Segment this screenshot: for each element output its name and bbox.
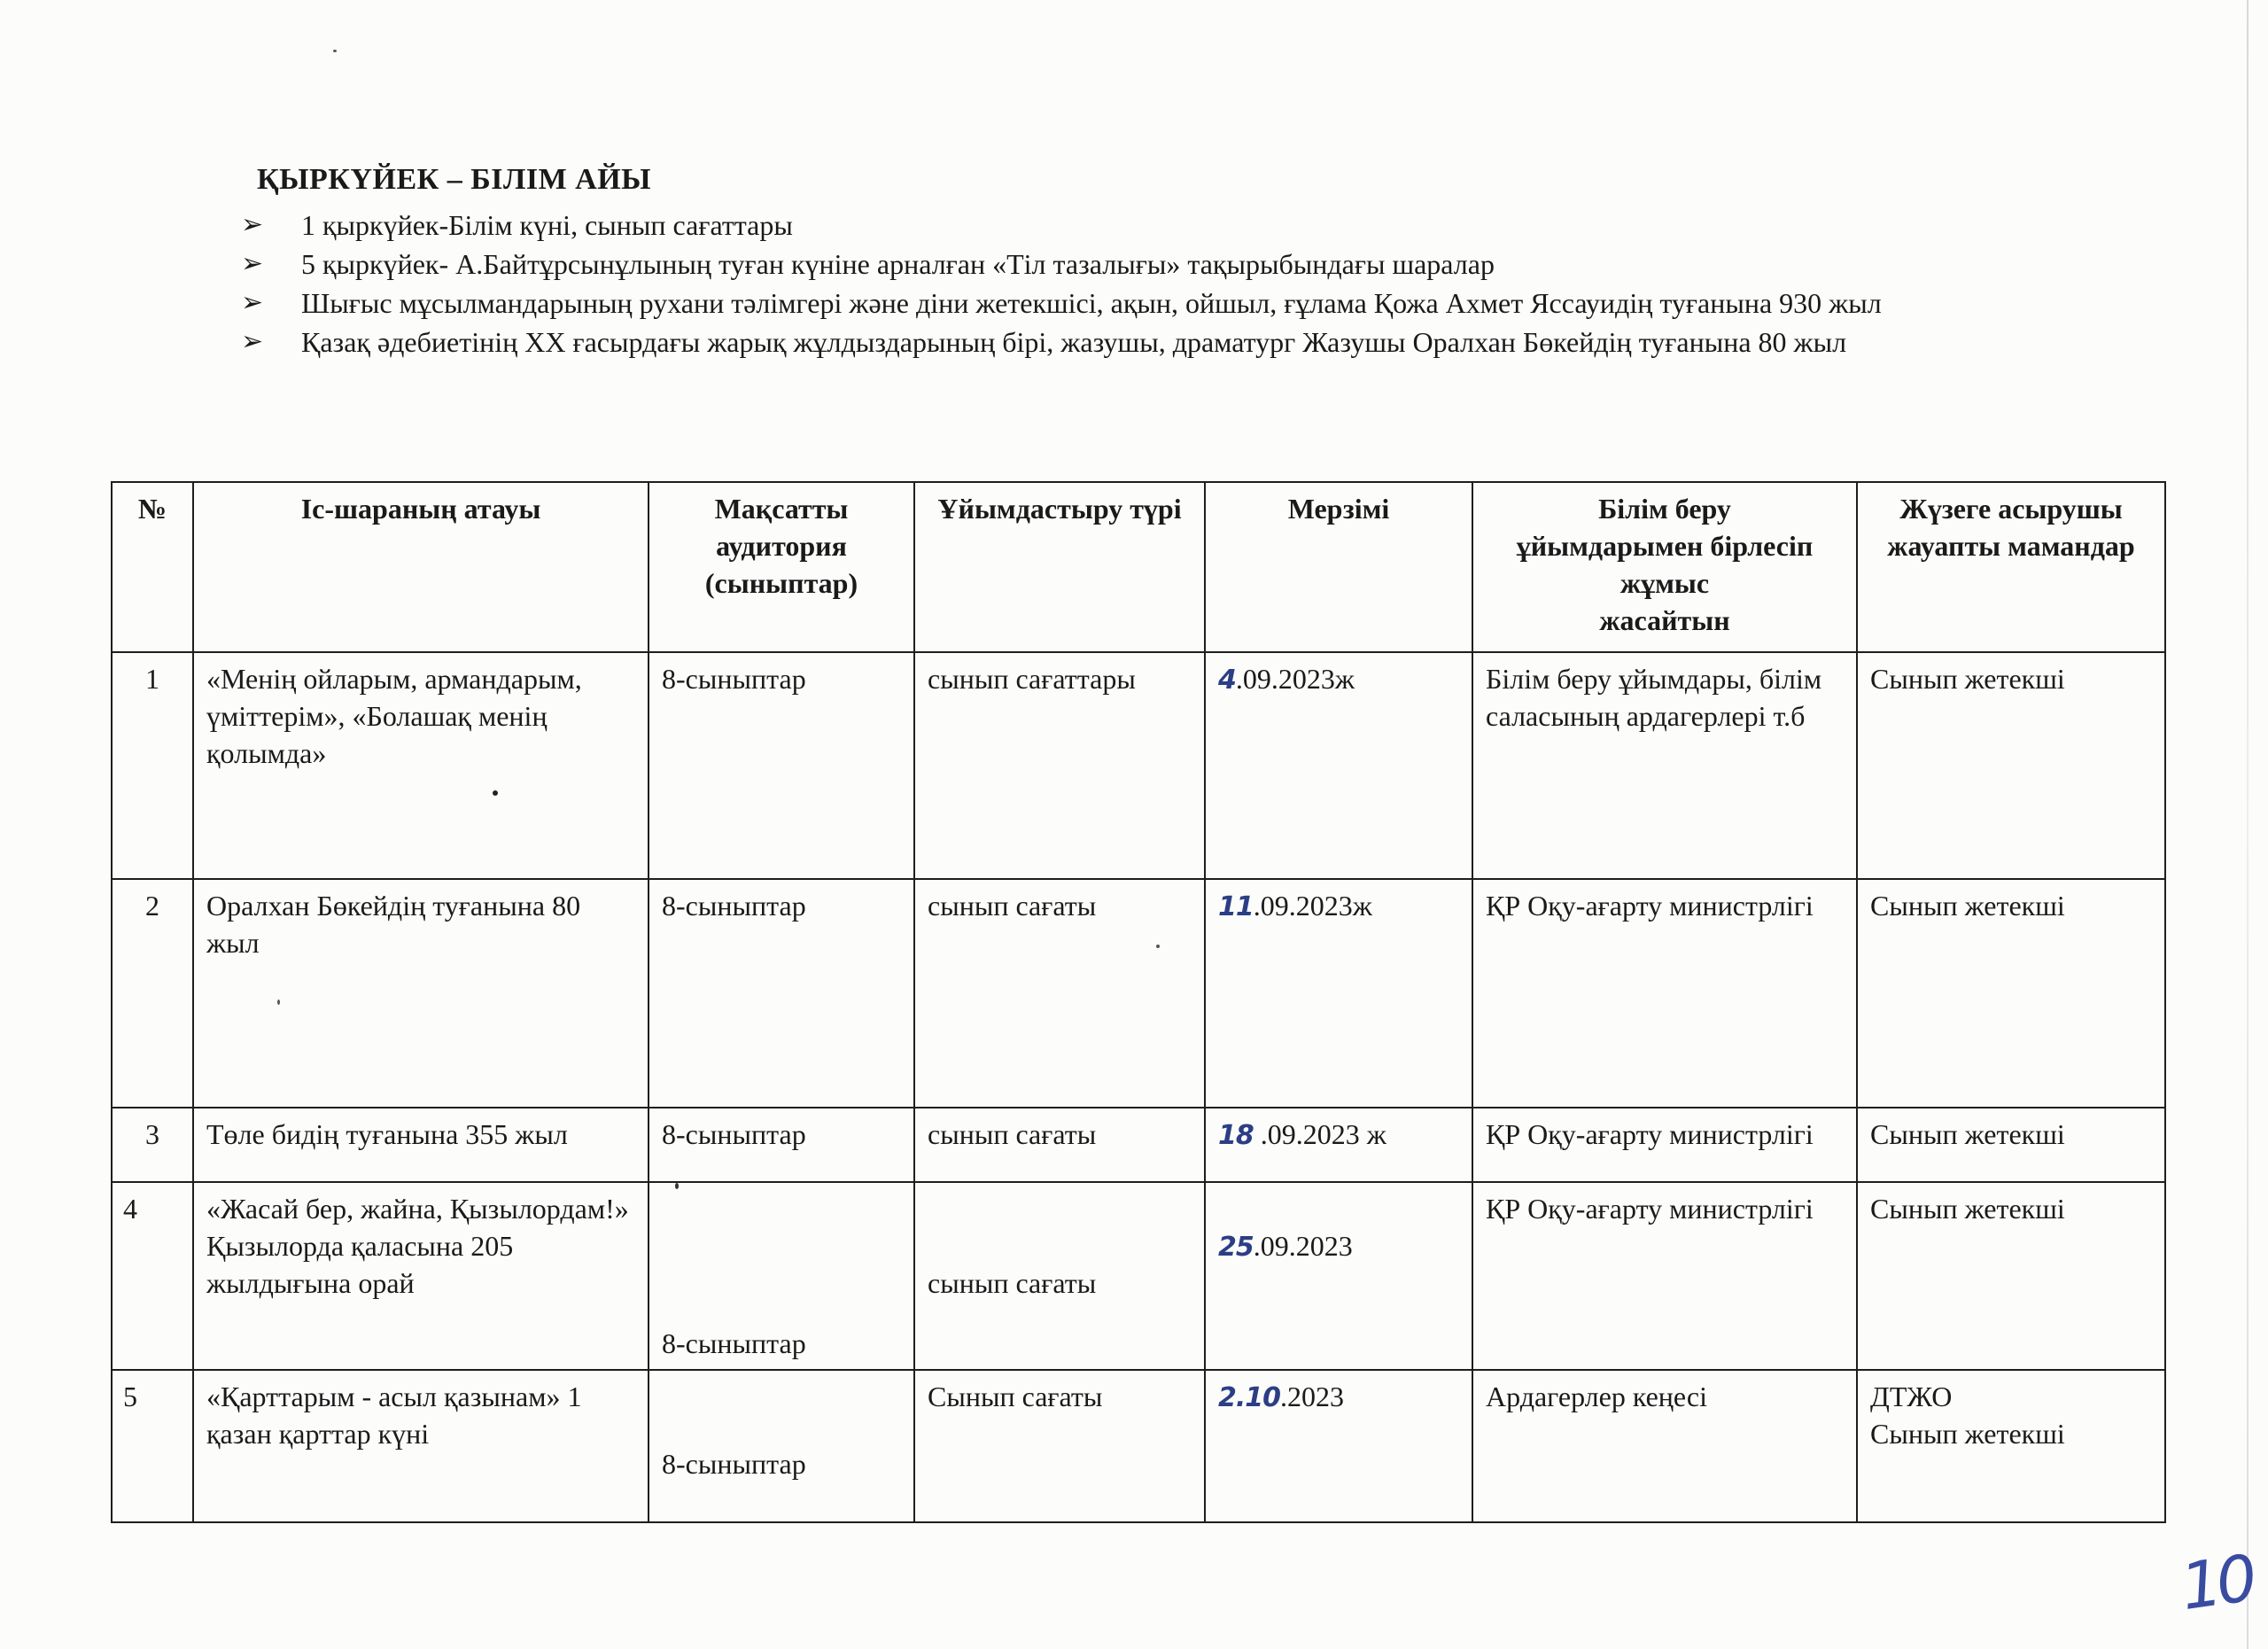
handwritten-day: 18 [1218,1120,1254,1151]
row-responsible: Сынып жетекші [1857,879,2165,1108]
table-header-row [112,482,2165,652]
row-term [1205,1182,1472,1370]
scan-edge [2247,0,2249,1649]
header-partners-line: Білім беру [1598,493,1731,525]
table-row [112,1370,2165,1522]
row-responsible [1857,1370,2165,1522]
handwritten-day: 11 [1218,891,1254,922]
header-form: Ұйымдастыру түрі [914,482,1205,652]
row-form: сынып сағаттары [914,652,1205,879]
bullet-text: 5 қыркүйек- А.Байтұрсынұлының туған күніне арналған «Тіл тазалығы» тақырыбындағы шаралар [301,248,1495,280]
header-name: Іс-шараның атауы [193,482,649,652]
row-form: Сынып сағаты [914,1370,1205,1522]
row-partners: Білім беру ұйымдары, білім саласының ардагерлері т.б [1472,652,1857,879]
row-name: Оралхан Бөкейдің туғанына 80 жыл [193,879,649,1108]
bullet-item [241,206,1924,245]
table-row [112,879,2165,1108]
row-responsible-line: ДТЖО [1870,1381,1953,1412]
row-audience: 8-сыныптар [649,879,914,1108]
bullet-item [241,323,1924,362]
header-num: № [112,482,193,652]
table-row [112,652,2165,879]
row-partners: ҚР Оқу-ағарту министрлігі [1472,1182,1857,1370]
header-responsible: Жүзеге асырушы жауапты мамандар [1857,482,2165,652]
row-name: «Жасай бер, жайна, Қызылордам!» Қызылорда қаласына 205 жылдығына орай [193,1182,649,1370]
row-form [914,1182,1205,1370]
row-form: сынып сағаты [914,1108,1205,1182]
header-partners-line: ұйымдарымен бірлесіп [1516,530,1814,562]
handwritten-day: 4 [1218,665,1236,696]
handwritten-day: 25 [1218,1232,1254,1263]
row-num: 4 [112,1182,193,1370]
row-audience: 8-сыныптар [649,1182,914,1370]
arrowhead-icon: ➢ [241,327,264,356]
row-name: «Менің ойларым, армандарым, үміттерім», «Болашақ менің қолымда» [193,652,649,879]
arrowhead-icon: ➢ [241,288,264,317]
row-partners: Ардагерлер кеңесі [1472,1370,1857,1522]
row-form: сынып сағаты [914,879,1205,1108]
row-num: 1 [112,652,193,879]
arrowhead-icon: ➢ [241,210,264,239]
row-name: «Қарттарым - асыл қазынам» 1 қазан қарттар күні [193,1370,649,1522]
scan-speck [333,50,337,52]
row-responsible-line: Сынып жетекші [1870,1418,2065,1450]
row-term [1205,879,1472,1108]
bullet-list [241,206,1924,362]
events-table [111,481,2166,1523]
bullet-text: Қазақ әдебиетінің ХХ ғасырдағы жарық жұлдыздарының бірі, жазушы, драматург Жазушы Оралхан Бөкейдің туғанына 80 жыл [301,326,1847,358]
handwritten-page-number: 10 [2176,1540,2257,1625]
bullet-text: 1 қыркүйек-Білім күні, сынып сағаттары [301,209,793,241]
row-audience: 8-сыныптар [649,652,914,879]
row-name: Төле бидің туғанына 355 жыл [193,1108,649,1182]
page-heading: ҚЫРКҮЙЕК – БІЛІМ АЙЫ [257,163,652,196]
row-term [1205,1108,1472,1182]
table-row [112,1108,2165,1182]
handwritten-date: 2.10 [1218,1382,1281,1413]
row-responsible: Сынып жетекші [1857,1108,2165,1182]
row-audience: 8-сыныптар [649,1108,914,1182]
header-audience: Мақсатты аудитория (сыныптар) [649,482,914,652]
row-partners: ҚР Оқу-ағарту министрлігі [1472,879,1857,1108]
table-row [112,1182,2165,1370]
row-term-print: .09.2023 [1253,1230,1353,1262]
row-responsible: Сынып жетекші [1857,1182,2165,1370]
arrowhead-icon: ➢ [241,249,264,278]
header-partners-line: жасайтын [1599,604,1730,636]
row-form-text: сынып сағаты [928,1267,1097,1299]
header-term: Мерзімі [1205,482,1472,652]
row-num: 5 [112,1370,193,1522]
row-num: 3 [112,1108,193,1182]
row-term-print: .2023 [1280,1381,1345,1412]
row-term-print: .09.2023ж [1235,663,1355,695]
row-term [1205,652,1472,879]
bullet-item [241,245,1924,284]
header-partners [1472,482,1857,652]
bullet-text: Шығыс мұсылмандарының рухани тәлімгері және діни жетекшісі, ақын, ойшыл, ғұлама Қожа Ахмет Яссауидің туғанына 930 жыл [301,287,1882,319]
row-term [1205,1370,1472,1522]
row-responsible: Сынып жетекші [1857,652,2165,879]
row-term-print: .09.2023 ж [1253,1118,1386,1150]
row-num: 2 [112,879,193,1108]
bullet-item [241,284,1924,323]
row-audience [649,1370,914,1522]
row-audience-text: 8-сыныптар [662,1448,806,1480]
row-partners: ҚР Оқу-ағарту министрлігі [1472,1108,1857,1182]
row-term-print: .09.2023ж [1253,890,1372,922]
header-partners-line: жұмыс [1619,567,1710,599]
